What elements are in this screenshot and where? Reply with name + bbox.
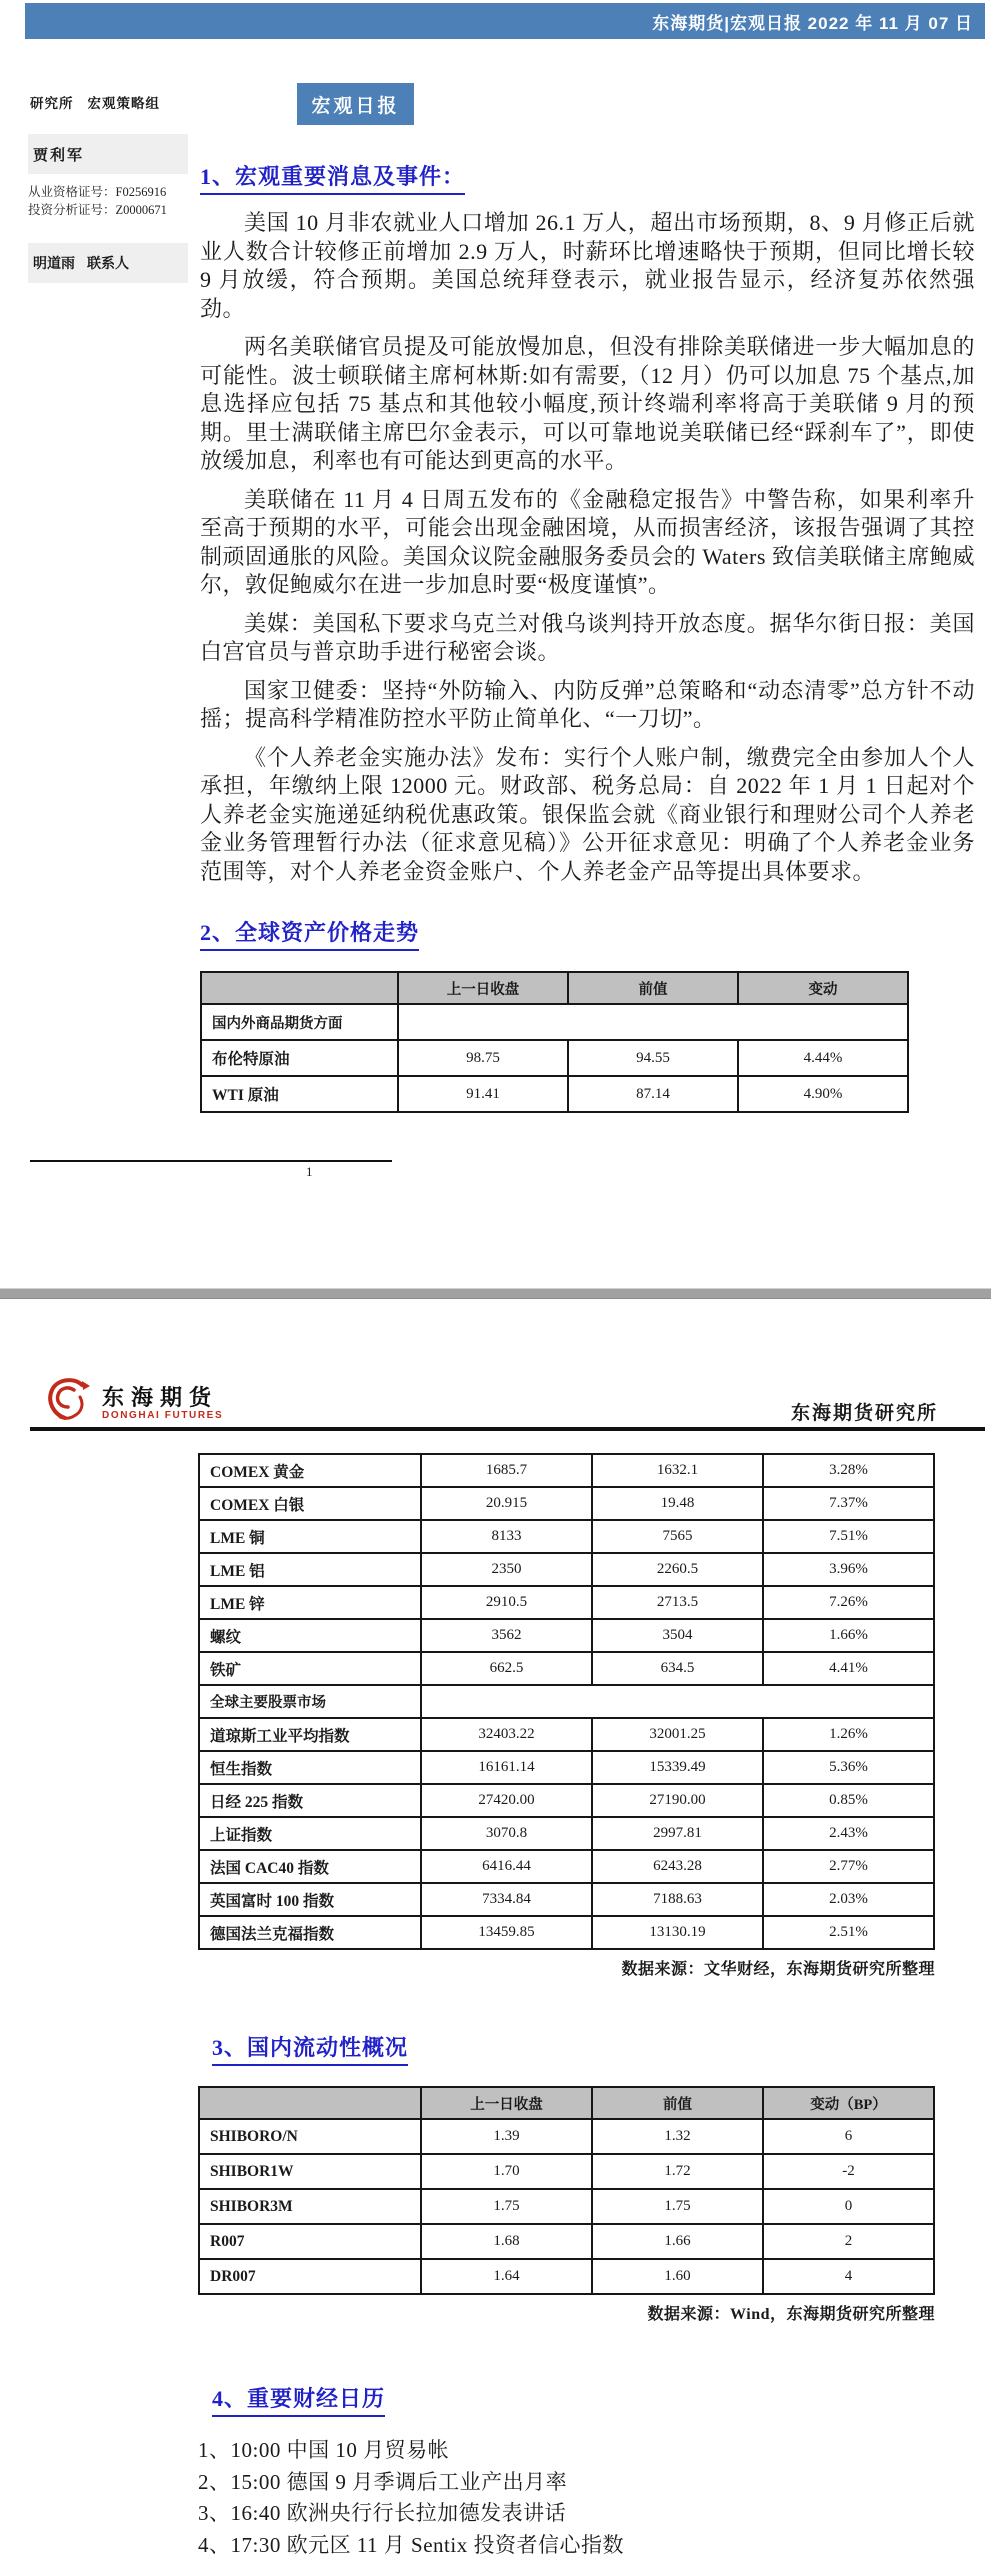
calendar-item: 3、16:40 欧洲央行行长拉加德发表讲话 <box>198 2498 935 2530</box>
row-label: 上证指数 <box>199 1817 421 1850</box>
row-section-spacer <box>421 1685 934 1718</box>
table-section-row <box>199 1685 934 1718</box>
page1-footer-rule <box>30 1160 392 1162</box>
cell-value: 1.66 <box>592 2224 763 2259</box>
contact-bar <box>28 243 188 283</box>
table-row <box>199 1718 934 1751</box>
domestic-liquidity-table <box>198 2086 935 2295</box>
cell-value: 1.72 <box>592 2154 763 2189</box>
row-label: SHIBOR1W <box>199 2154 421 2189</box>
cell-value: 8133 <box>421 1520 592 1553</box>
table-section-row <box>201 1004 908 1040</box>
table-row <box>199 1454 934 1487</box>
row-label: 道琼斯工业平均指数 <box>199 1718 421 1751</box>
paragraph-pension: 《个人养老金实施办法》发布：实行个人账户制，缴费完全由参加人个人承担，年缴纳上限 12000 元。财政部、税务总局：自 2022 年 1 月 1 日起对个人养老金实施递延纳税优惠政策。银保监会就《商业银行和理财公司个人养老金业务管理暂行办法（征求意见稿）》公开征求意见：明确了个人养老金业务范围等，对个人养老金资金账户、个人养老金产品等提出具体要求。 <box>200 744 975 887</box>
row-label: SHIBOR3M <box>199 2189 421 2224</box>
column-header <box>199 2087 421 2119</box>
table-row <box>199 1487 934 1520</box>
cell-value: 6243.28 <box>592 1850 763 1883</box>
cell-value: 1685.7 <box>421 1454 592 1487</box>
cell-value: 4 <box>763 2259 934 2294</box>
table2-source-note: 数据来源：文华财经，东海期货研究所整理 <box>198 1956 935 1979</box>
cell-value: 13130.19 <box>592 1916 763 1949</box>
section1-heading[interactable]: 1、宏观重要消息及事件： <box>200 160 975 195</box>
cell-value: 3562 <box>421 1619 592 1652</box>
page-break-band <box>0 1288 991 1299</box>
logo-name-en: DONGHAI FUTURES <box>102 1410 223 1421</box>
row-label: R007 <box>199 2224 421 2259</box>
calendar-item: 2、15:00 德国 9 月季调后工业产出月率 <box>198 2467 935 2499</box>
cell-value: -2 <box>763 2154 934 2189</box>
cell-value: 2.43% <box>763 1817 934 1850</box>
cell-value: 2260.5 <box>592 1553 763 1586</box>
paragraph-fed-officials: 两名美联储官员提及可能放慢加息，但没有排除美联储进一步大幅加息的可能性。波士顿联储主席柯林斯:如有需要,（12 月）仍可以加息 75 个基点,加息选择应包括 75 基点和其他较小幅度,预计终端利率将高于美联储 9 月的预期。里士满联储主席巴尔金表示，可以可靠地说美联储已经“踩刹车了”，即使放缓加息，利率也有可能达到更高的水平。 <box>200 333 975 476</box>
column-header: 上一日收盘 <box>398 972 568 1004</box>
paragraph-ukraine: 美媒：美国私下要求乌克兰对俄乌谈判持开放态度。据华尔街日报：美国白宫官员与普京助手进行秘密会谈。 <box>200 610 975 667</box>
cell-value: 2350 <box>421 1553 592 1586</box>
cell-value: 19.48 <box>592 1487 763 1520</box>
row-section-spacer <box>398 1004 908 1040</box>
row-label: 日经 225 指数 <box>199 1784 421 1817</box>
cell-value: 2 <box>763 2224 934 2259</box>
cell-value: 1.64 <box>421 2259 592 2294</box>
row-label: 恒生指数 <box>199 1751 421 1784</box>
cell-value: 1.26% <box>763 1718 934 1751</box>
cell-value: 2.51% <box>763 1916 934 1949</box>
cell-value: 662.5 <box>421 1652 592 1685</box>
cell-value: 5.36% <box>763 1751 934 1784</box>
cell-value: 2.77% <box>763 1850 934 1883</box>
row-label: COMEX 白银 <box>199 1487 421 1520</box>
row-label: 布伦特原油 <box>201 1040 398 1076</box>
calendar-item: 1、10:00 中国 10 月贸易帐 <box>198 2435 935 2467</box>
section2-heading[interactable]: 2、全球资产价格走势 <box>200 916 975 951</box>
table-row <box>199 1883 934 1916</box>
table-row <box>199 1553 934 1586</box>
column-header <box>201 972 398 1004</box>
row-label: 德国法兰克福指数 <box>199 1916 421 1949</box>
row-label: 英国富时 100 指数 <box>199 1883 421 1916</box>
analyst-name-bar <box>28 134 188 174</box>
column-header: 变动（BP） <box>763 2087 934 2119</box>
cell-value: 16161.14 <box>421 1751 592 1784</box>
cell-value: 7188.63 <box>592 1883 763 1916</box>
cell-value: 32403.22 <box>421 1718 592 1751</box>
global-asset-price-table-continued <box>198 1453 935 1950</box>
cell-value: 2.03% <box>763 1883 934 1916</box>
cell-value: 1.60 <box>592 2259 763 2294</box>
row-label: COMEX 黄金 <box>199 1454 421 1487</box>
cell-value: 1.32 <box>592 2119 763 2154</box>
table-row <box>199 1652 934 1685</box>
table-header-row <box>201 972 908 1004</box>
analyst-credential-1: 从业资格证号：F0256916 <box>28 182 166 200</box>
cell-value: 1.75 <box>592 2189 763 2224</box>
paragraph-stability-report: 美联储在 11 月 4 日周五发布的《金融稳定报告》中警告称，如果利率升至高于预期的水平，可能会出现金融困境，从而损害经济，该报告强调了其控制顽固通胀的风险。美国众议院金融服务委员会的 Waters 致信美联储主席鲍威尔，敦促鲍威尔在进一步加息时要“极度谨慎”。 <box>200 486 975 600</box>
global-asset-price-table <box>200 971 909 1113</box>
cell-value: 0 <box>763 2189 934 2224</box>
cell-value: 1.66% <box>763 1619 934 1652</box>
cell-value: 1632.1 <box>592 1454 763 1487</box>
report-type-badge: 宏观日报 <box>297 83 414 125</box>
row-section-label: 全球主要股票市场 <box>199 1685 421 1718</box>
cell-value: 4.41% <box>763 1652 934 1685</box>
cell-value: 2910.5 <box>421 1586 592 1619</box>
cell-value: 3.28% <box>763 1454 934 1487</box>
report-header-title: 东海期货|宏观日报 2022 年 11 月 07 日 <box>652 9 973 34</box>
cell-value: 4.90% <box>738 1076 908 1112</box>
cell-value: 634.5 <box>592 1652 763 1685</box>
cell-value: 87.14 <box>568 1076 738 1112</box>
table3-source-note: 数据来源：Wind，东海期货研究所整理 <box>198 2301 935 2324</box>
table-row <box>199 2224 934 2259</box>
table-row <box>199 1751 934 1784</box>
cell-value: 94.55 <box>568 1040 738 1076</box>
group-label: 宏观策略组 <box>88 96 161 111</box>
page2-main-column <box>198 1433 935 2561</box>
table-row <box>199 1784 934 1817</box>
column-header: 前值 <box>568 972 738 1004</box>
analyst-credential-2: 投资分析证号：Z0000671 <box>28 200 167 218</box>
calendar-item: 4、17:30 欧元区 11 月 Sentix 投资者信心指数 <box>198 2530 935 2561</box>
cell-value: 7.37% <box>763 1487 934 1520</box>
column-header: 变动 <box>738 972 908 1004</box>
row-label: DR007 <box>199 2259 421 2294</box>
page2-header-rule <box>30 1427 985 1431</box>
cell-value: 1.75 <box>421 2189 592 2224</box>
section4-heading[interactable]: 4、重要财经日历 <box>212 2382 935 2417</box>
cell-value: 1.39 <box>421 2119 592 2154</box>
table-row <box>199 2259 934 2294</box>
cell-value: 20.915 <box>421 1487 592 1520</box>
page1-main-column <box>200 160 975 1113</box>
cell-value: 4.44% <box>738 1040 908 1076</box>
paragraph-nonfarm: 美国 10 月非农就业人口增加 26.1 万人，超出市场预期，8、9 月修正后就业人数合计较修正前增加 2.9 万人，时薪环比增速略快于预期，但同比增长较 9 月放缓，符合预期。美国总统拜登表示，就业报告显示，经济复苏依然强劲。 <box>200 209 975 323</box>
logo-text-block <box>102 1386 223 1421</box>
row-label: 铁矿 <box>199 1652 421 1685</box>
table-row <box>199 1916 934 1949</box>
cell-value: 2713.5 <box>592 1586 763 1619</box>
table-row <box>201 1040 908 1076</box>
cell-value: 6 <box>763 2119 934 2154</box>
cell-value: 6416.44 <box>421 1850 592 1883</box>
table-row <box>201 1076 908 1112</box>
table-row <box>199 2189 934 2224</box>
cell-value: 98.75 <box>398 1040 568 1076</box>
cell-value: 7.51% <box>763 1520 934 1553</box>
cell-value: 7565 <box>592 1520 763 1553</box>
table-row <box>199 1520 934 1553</box>
institute-title: 东海期货研究所 <box>791 1398 938 1425</box>
table-row <box>199 1850 934 1883</box>
row-section-label: 国内外商品期货方面 <box>201 1004 398 1040</box>
cell-value: 13459.85 <box>421 1916 592 1949</box>
cell-value: 1.70 <box>421 2154 592 2189</box>
sidebar-dept-line <box>30 92 174 112</box>
row-label: LME 铜 <box>199 1520 421 1553</box>
table-row <box>199 2119 934 2154</box>
report-header-bar <box>25 3 985 39</box>
cell-value: 27420.00 <box>421 1784 592 1817</box>
dept-label: 研究所 <box>30 96 74 111</box>
row-label: WTI 原油 <box>201 1076 398 1112</box>
row-label: 法国 CAC40 指数 <box>199 1850 421 1883</box>
cell-value: 2997.81 <box>592 1817 763 1850</box>
cell-value: 7.26% <box>763 1586 934 1619</box>
logo-name-cn: 东海期货 <box>102 1386 223 1410</box>
cell-value: 32001.25 <box>592 1718 763 1751</box>
cell-value: 27190.00 <box>592 1784 763 1817</box>
table-row <box>199 1817 934 1850</box>
page-number: 1 <box>306 1164 313 1180</box>
table-row <box>199 2154 934 2189</box>
section3-heading[interactable]: 3、国内流动性概况 <box>212 2031 935 2066</box>
cell-value: 0.85% <box>763 1784 934 1817</box>
cell-value: 91.41 <box>398 1076 568 1112</box>
contact-name: 明道雨 <box>33 253 75 273</box>
cell-value: 7334.84 <box>421 1883 592 1916</box>
row-label: LME 锌 <box>199 1586 421 1619</box>
row-label: SHIBORO/N <box>199 2119 421 2154</box>
cell-value: 3070.8 <box>421 1817 592 1850</box>
donghai-logo-icon <box>44 1376 96 1431</box>
cell-value: 3.96% <box>763 1553 934 1586</box>
cell-value: 3504 <box>592 1619 763 1652</box>
paragraph-health-commission: 国家卫健委：坚持“外防输入、内防反弹”总策略和“动态清零”总方针不动摇；提高科学精准防控水平防止简单化、“一刀切”。 <box>200 677 975 734</box>
column-header: 前值 <box>592 2087 763 2119</box>
table-header-row <box>199 2087 934 2119</box>
cell-value: 1.68 <box>421 2224 592 2259</box>
column-header: 上一日收盘 <box>421 2087 592 2119</box>
economic-calendar-list <box>198 2435 935 2561</box>
donghai-futures-logo <box>44 1376 223 1431</box>
cell-value: 15339.49 <box>592 1751 763 1784</box>
row-label: 螺纹 <box>199 1619 421 1652</box>
table-row <box>199 1586 934 1619</box>
analyst-name: 贾利军 <box>33 144 84 165</box>
table-row <box>199 1619 934 1652</box>
contact-role: 联系人 <box>87 253 129 273</box>
row-label: LME 铝 <box>199 1553 421 1586</box>
